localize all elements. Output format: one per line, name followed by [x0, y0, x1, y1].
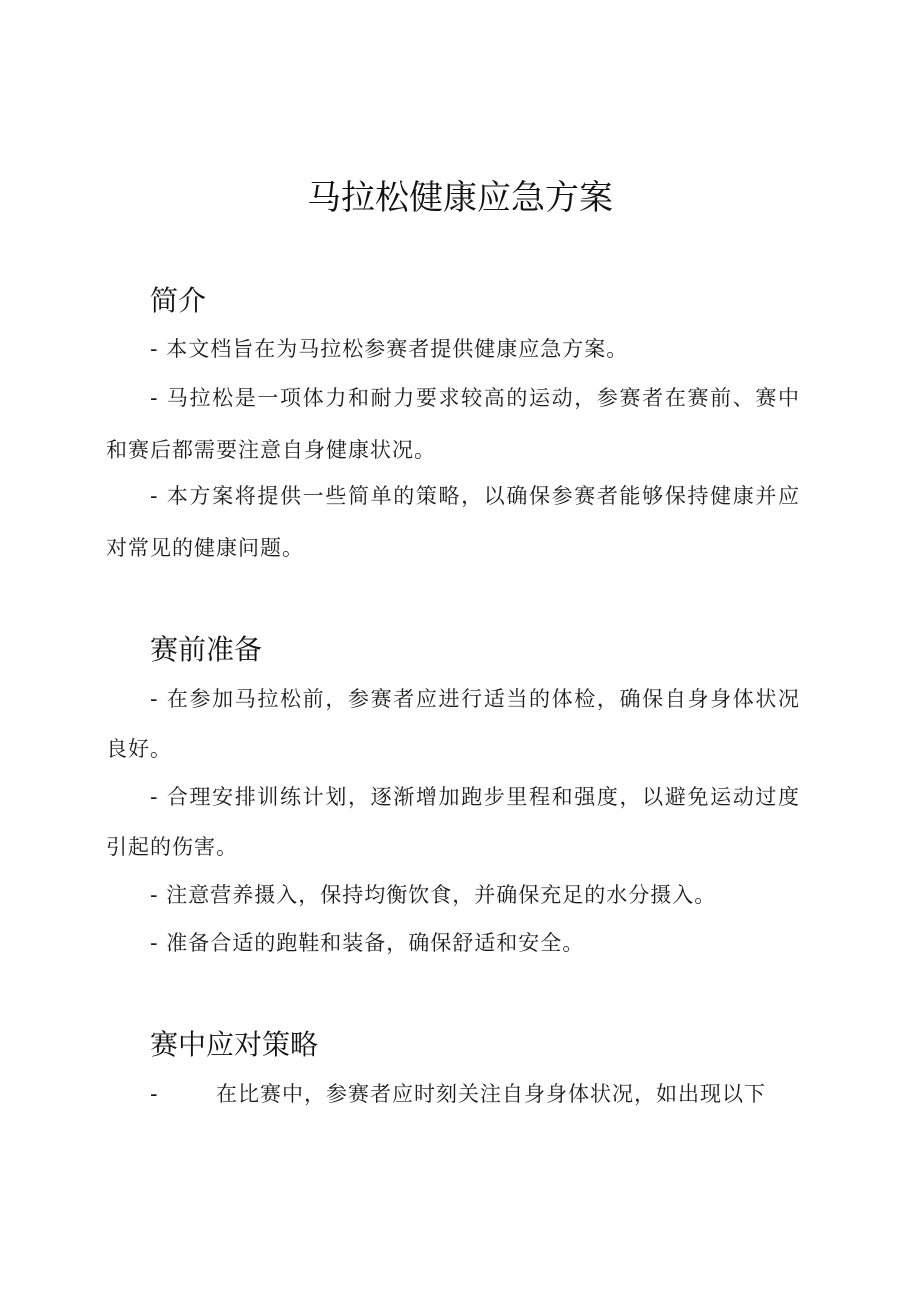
section-heading-in-race: 赛中应对策略	[150, 1028, 319, 1061]
in-race-item-1	[150, 1068, 800, 1120]
document-title: 马拉松健康应急方案	[307, 178, 613, 218]
section-heading-intro: 简介	[150, 284, 207, 317]
intro-item-1: - 本文档旨在为马拉松参赛者提供健康应急方案。	[150, 337, 629, 361]
preparation-item-4: - 准备合适的跑鞋和装备，确保舒适和安全。	[150, 931, 585, 955]
preparation-item-1: - 在参加马拉松前，参赛者应进行适当的体检，确保自身身体状况良好。	[106, 687, 800, 761]
intro-item-2: - 马拉松是一项体力和耐力要求较高的运动，参赛者在赛前、赛中和赛后都需要注意自身健康状况。	[106, 386, 800, 462]
preparation-item-2: - 合理安排训练计划，逐渐增加跑步里程和强度，以避免运动过度引起的伤害。	[106, 785, 800, 859]
preparation-item-3: - 注意营养摄入，保持均衡饮食，并确保充足的水分摄入。	[150, 883, 717, 907]
section-heading-preparation: 赛前准备	[150, 633, 263, 666]
list-dash: -	[150, 1082, 159, 1106]
intro-item-3: - 本方案将提供一些简单的策略，以确保参赛者能够保持健康并应对常见的健康问题。	[106, 484, 800, 560]
in-race-item-1-text: 在比赛中，参赛者应时刻关注自身身体状况，如出现以下	[216, 1082, 766, 1106]
